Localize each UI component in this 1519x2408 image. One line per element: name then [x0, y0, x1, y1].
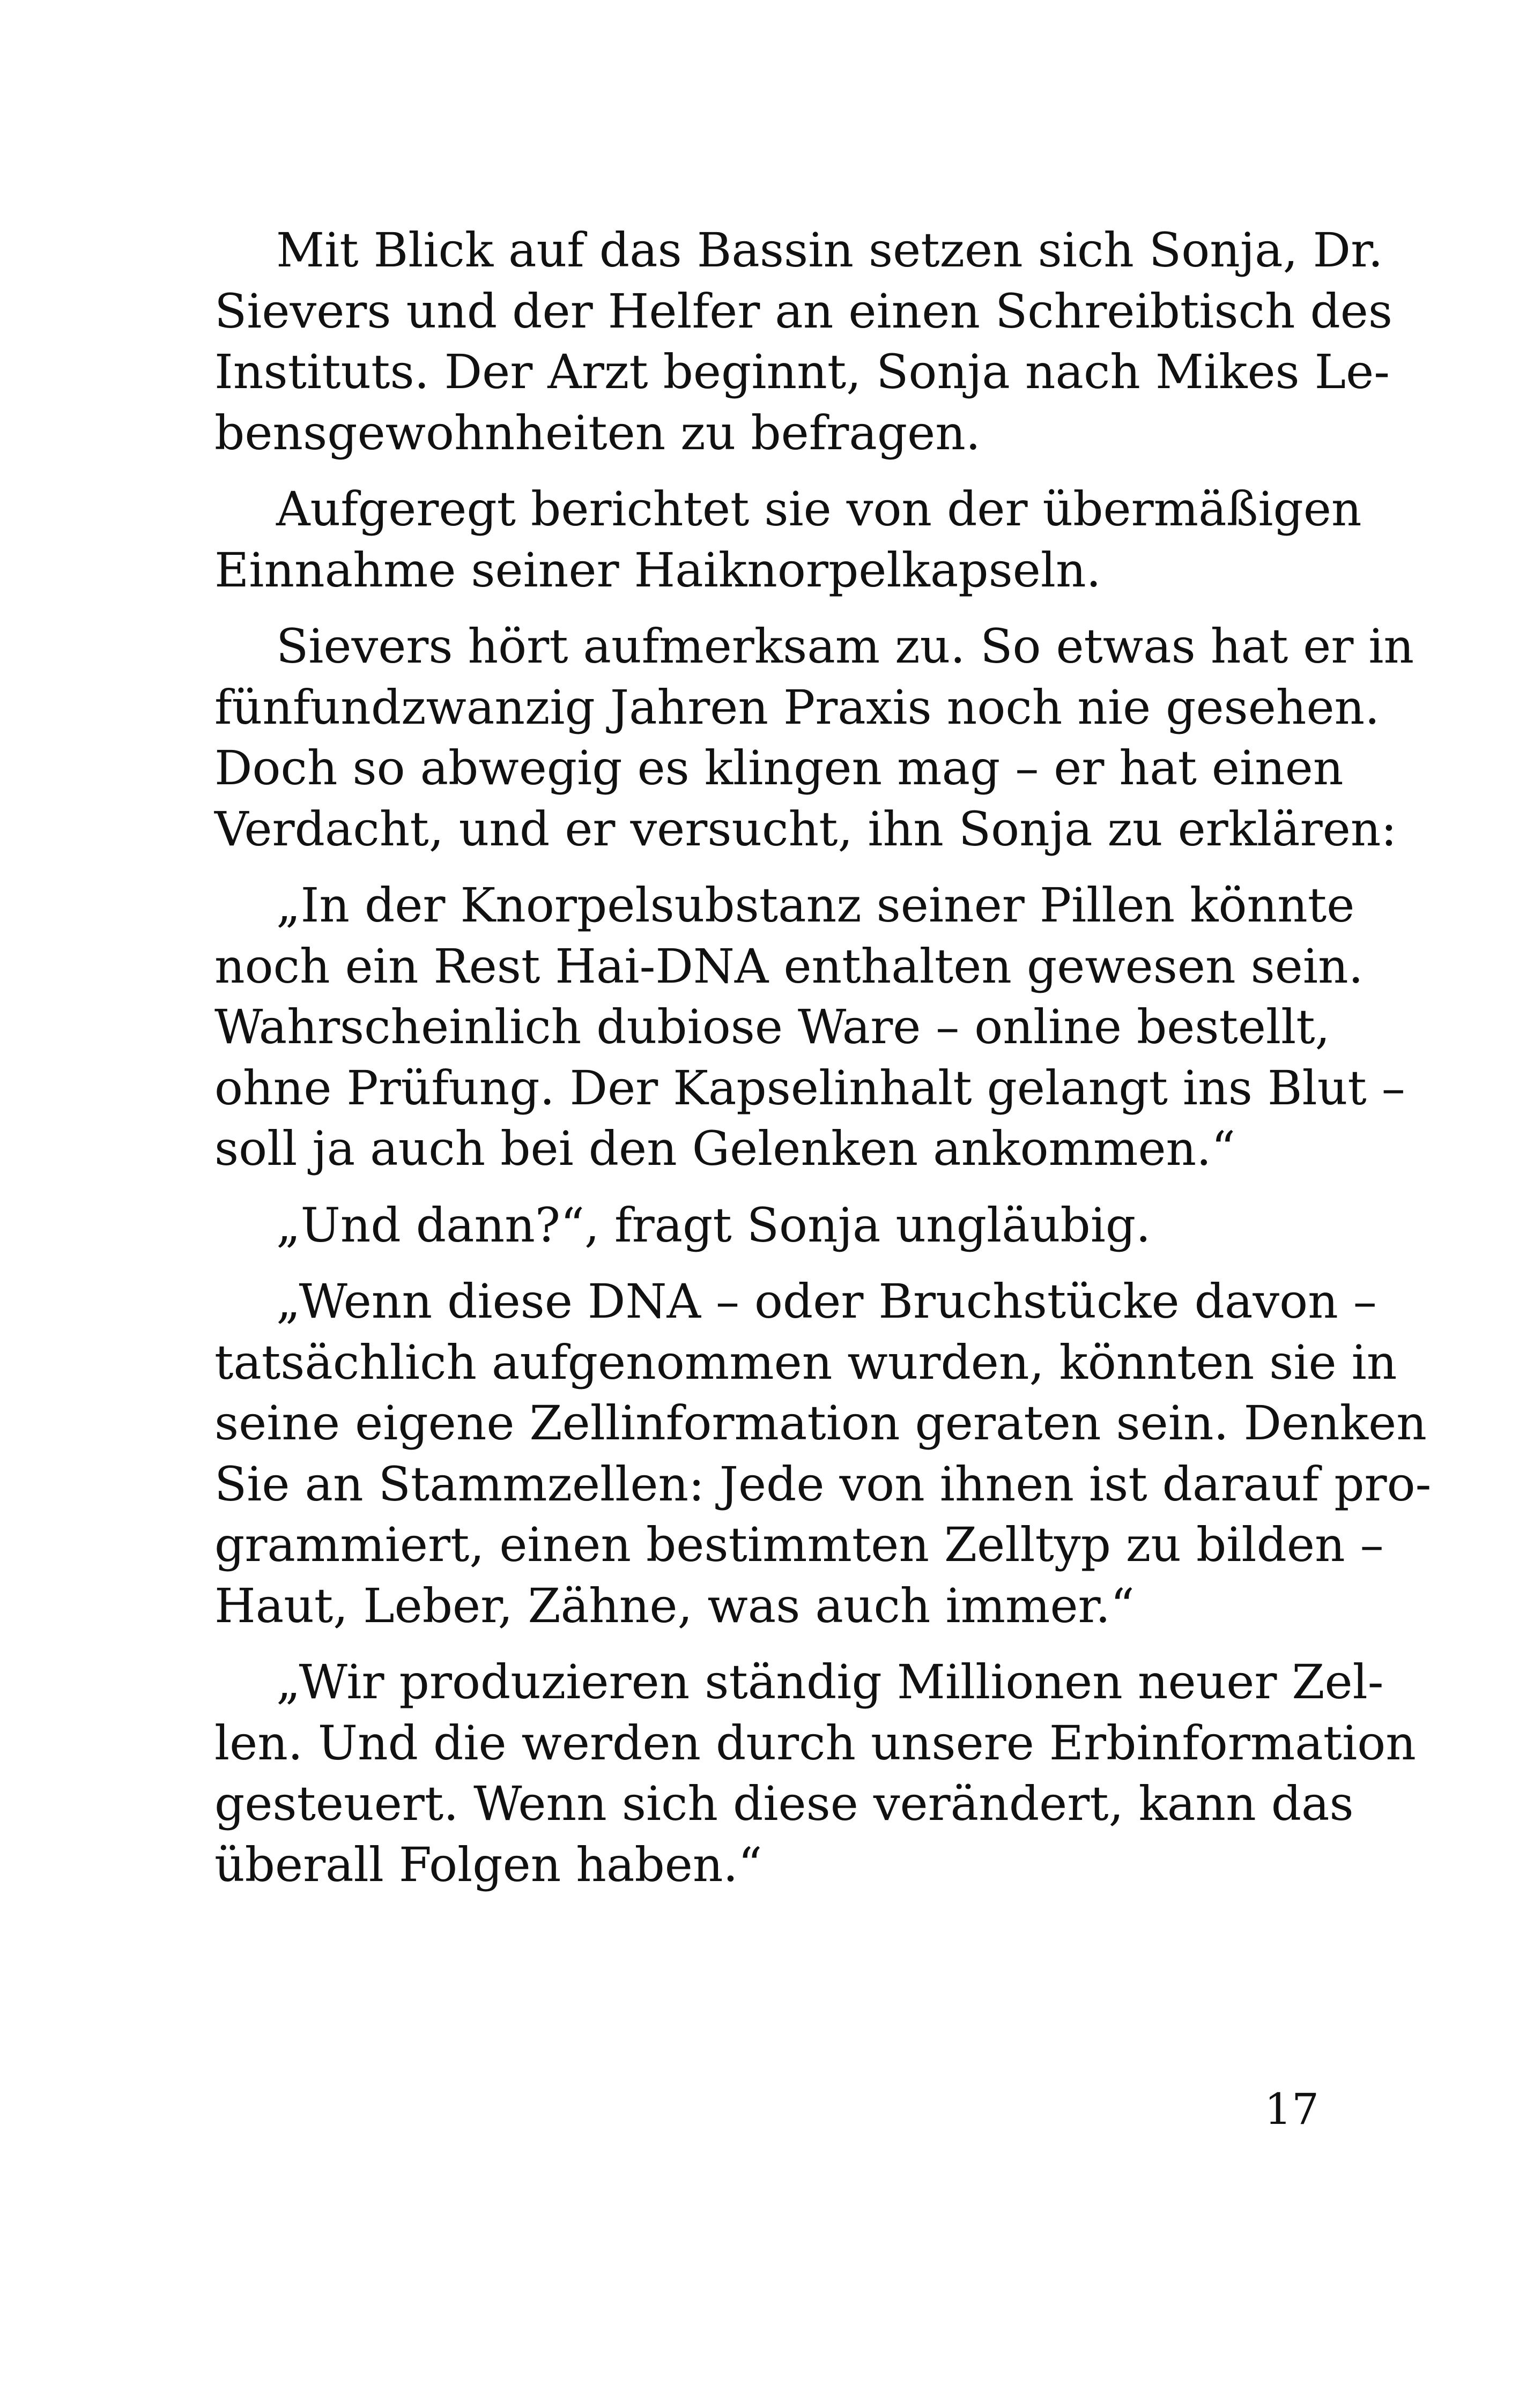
text-line: „In der Knorpelsubstanz seiner Pillen könnte: [276, 878, 1355, 933]
paragraph-2: [214, 479, 1362, 600]
text-line: ohne Prüfung. Der Kapselinhalt gelangt ins Blut –: [214, 1060, 1405, 1116]
page-number: 17: [1264, 2084, 1319, 2134]
text-line: Mit Blick auf das Bassin setzen sich Sonja, Dr.: [276, 222, 1383, 278]
text-line: grammiert, einen bestimmten Zelltyp zu bilden –: [214, 1517, 1384, 1572]
text-line: fünfundzwanzig Jahren Praxis noch nie gesehen.: [214, 679, 1380, 735]
text-line: Haut, Leber, Zähne, was auch immer.“: [214, 1578, 1135, 1633]
paragraph-1: [214, 220, 1393, 463]
body-text: [214, 220, 1432, 1895]
paragraph-5: [214, 1195, 1319, 1256]
text-line: soll ja auch bei den Gelenken ankommen.“: [214, 1121, 1236, 1176]
text-line: Sievers und der Helfer an einen Schreibtisch des: [214, 283, 1393, 339]
text-line: Wahrscheinlich dubiose Ware – online bestellt,: [214, 999, 1330, 1054]
paragraph-gap: [214, 600, 1319, 616]
text-line: gesteuert. Wenn sich diese verändert, kann das: [214, 1776, 1354, 1831]
paragraph-gap: [214, 1636, 1319, 1652]
text-line: bensgewohnheiten zu befragen.: [214, 405, 981, 460]
text-line: überall Folgen haben.“: [214, 1837, 762, 1892]
paragraph-gap: [214, 1179, 1319, 1195]
paragraph-3: [214, 616, 1414, 859]
paragraph-4: [214, 875, 1405, 1179]
text-line: Sie an Stammzellen: Jede von ihnen ist darauf pro-: [214, 1456, 1432, 1512]
text-line: „Und dann?“, fragt Sonja ungläubig.: [276, 1197, 1151, 1253]
text-line: len. Und die werden durch unsere Erbinformation: [214, 1715, 1416, 1771]
text-line: Instituts. Der Arzt beginnt, Sonja nach Mikes Le-: [214, 344, 1390, 399]
paragraph-gap: [214, 463, 1319, 479]
text-line: „Wir produzieren ständig Millionen neuer Zel-: [276, 1654, 1384, 1710]
paragraph-6: [214, 1271, 1432, 1636]
paragraph-7: [214, 1652, 1416, 1895]
text-line: Aufgeregt berichtet sie von der übermäßigen: [276, 481, 1362, 537]
text-line: „Wenn diese DNA – oder Bruchstücke davon –: [276, 1274, 1377, 1329]
paragraph-gap: [214, 1255, 1319, 1271]
text-line: Einnahme seiner Haiknorpelkapseln.: [214, 542, 1101, 598]
text-line: seine eigene Zellinformation geraten sein. Denken: [214, 1395, 1427, 1451]
text-line: noch ein Rest Hai-DNA enthalten gewesen sein.: [214, 938, 1364, 994]
text-line: Verdacht, und er versucht, ihn Sonja zu erklären:: [214, 801, 1397, 857]
text-line: Doch so abwegig es klingen mag – er hat einen: [214, 740, 1344, 796]
text-line: tatsächlich aufgenommen wurden, könnten sie in: [214, 1334, 1397, 1390]
text-line: Sievers hört aufmerksam zu. So etwas hat er in: [276, 619, 1414, 674]
paragraph-gap: [214, 859, 1319, 875]
